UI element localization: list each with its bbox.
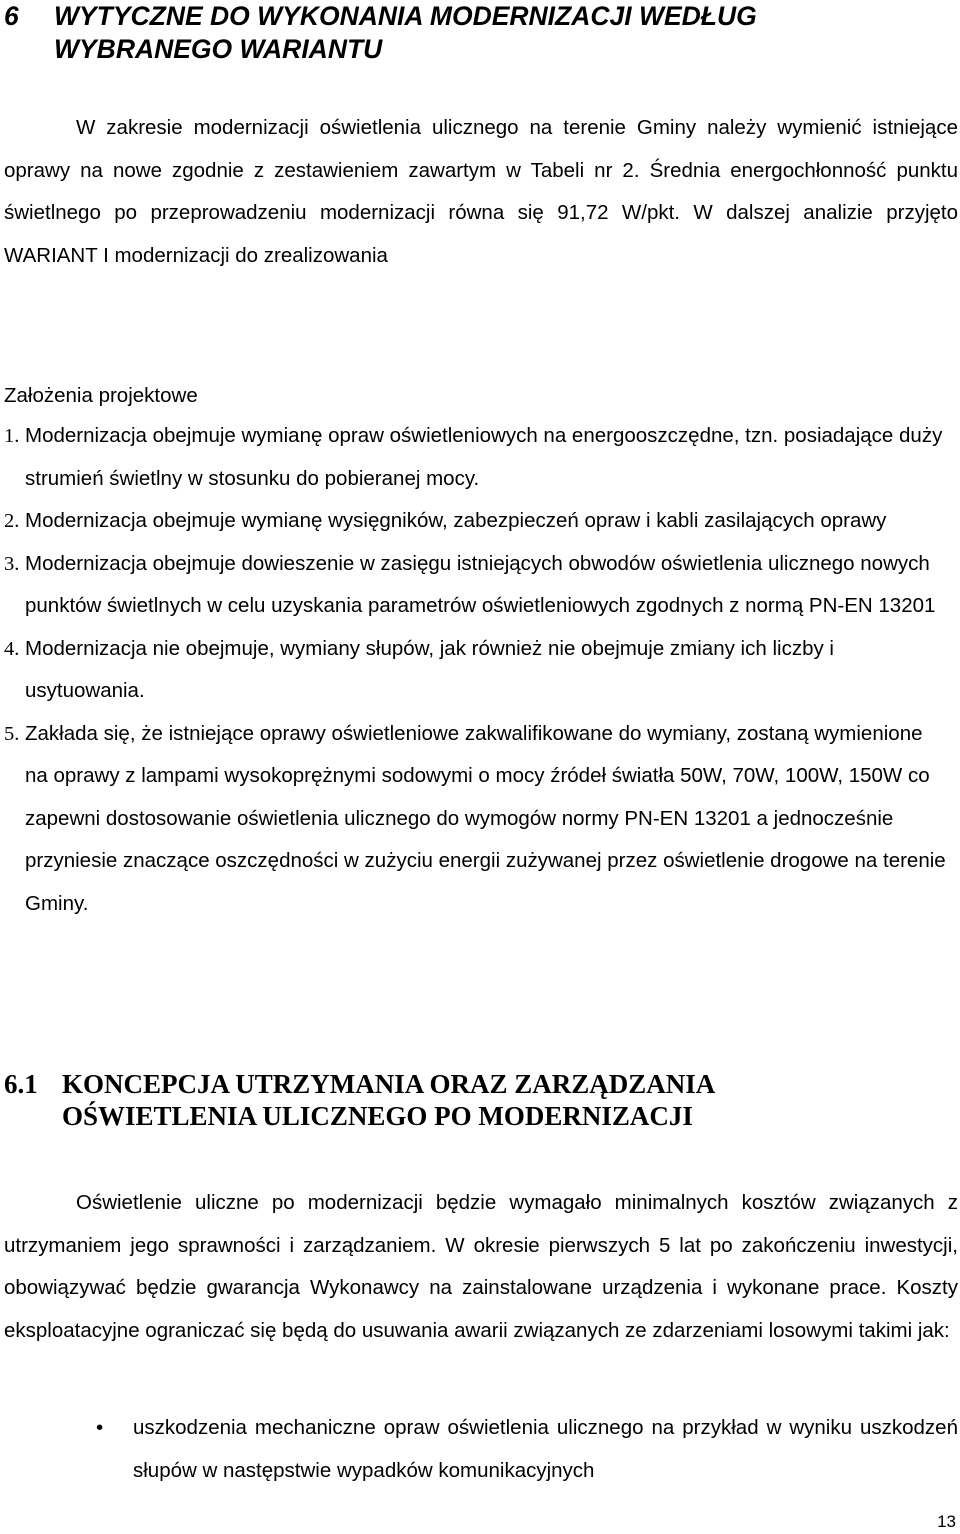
list-item (0, 415, 950, 500)
list-item (0, 543, 950, 628)
list-item-number: 3. (4, 552, 20, 575)
bullet-icon: • (96, 1416, 104, 1439)
list-item-number: 1. (4, 425, 20, 447)
list-item-number: 5. (4, 722, 20, 745)
page-number: 13 (937, 1512, 956, 1531)
assumptions-heading: Założenia projektowe (4, 384, 198, 407)
intro-paragraph: W zakresie modernizacji oświetlenia ulicznego na terenie Gminy należy wymienić istniejące oprawy na nowe zgodnie z zestawieniem zawartym w Tabeli nr 2. Średnia energochłonność punktu świetlnego po przeprowadzeniu modernizacji równa się 91,72 W/pkt. W dalszej analizie przyjęto WARIANT I modernizacji do zrealizowania (4, 116, 958, 267)
list-item-number: 2. (4, 510, 20, 532)
list-item-text: Zakłada się, że istniejące oprawy oświetleniowe zakwalifikowane do wymiany, zostaną wymienione na oprawy z lampami wysokoprężnymi sodowymi o mocy źródeł światła 50W, 70W, 100W, 150W co zapewni dostosowanie oświetlenia ulicznego do wymogów normy PN-EN 13201 a jednocześnie przyniesie znaczące oszczędności w zużyciu energii zużywanej przez oświetlenie drogowe na terenie Gminy. (25, 721, 946, 915)
list-item (0, 1407, 960, 1492)
bullet-list (0, 1407, 960, 1492)
assumptions-list (0, 415, 950, 925)
section-6-1-number: 6.1 (4, 1069, 38, 1099)
section-6-number: 6 (4, 1, 19, 31)
list-item-text: Modernizacja obejmuje wymianę wysięgników, zabezpieczeń opraw i kabli zasilających oprawy (25, 509, 887, 532)
section-6-1-heading (4, 1068, 944, 1132)
section-6-title-line1: WYTYCZNE DO WYKONANIA MODERNIZACJI WEDŁUG (54, 1, 757, 31)
list-item (0, 500, 950, 543)
list-item (0, 713, 950, 926)
list-item-text: Modernizacja nie obejmuje, wymiany słupów, jak również nie obejmuje zmiany ich liczby i usytuowania. (25, 636, 834, 702)
maintenance-paragraph: Oświetlenie uliczne po modernizacji będzie wymagało minimalnych kosztów związanych z utrzymaniem jego sprawności i zarządzaniem. W okresie pierwszych 5 lat po zakończeniu inwestycji, obowiązywać będzie gwarancja Wykonawcy na zainstalowane urządzenia i wykonane prace. Koszty eksploatacyjne ograniczać się będą do usuwania awarii związanych ze zdarzeniami losowymi takimi jak: (4, 1191, 958, 1342)
list-item-number: 4. (4, 637, 20, 660)
section-6-title-line2: WYBRANEGO WARIANTU (54, 34, 383, 64)
section-6-heading (4, 0, 944, 66)
section-6-1-title-line1: KONCEPCJA UTRZYMANIA ORAZ ZARZĄDZANIA (62, 1069, 716, 1099)
list-item-text: Modernizacja obejmuje dowieszenie w zasięgu istniejących obwodów oświetlenia ulicznego nowych punktów świetlnych w celu uzyskania parametrów oświetleniowych zgodnych z normą PN-EN 13201 (25, 551, 936, 617)
section-6-1-title-line2: OŚWIETLENIA ULICZNEGO PO MODERNIZACJI (62, 1101, 693, 1131)
list-item (0, 628, 950, 713)
list-item-text: uszkodzenia mechaniczne opraw oświetlenia ulicznego na przykład w wyniku uszkodzeń słupów w następstwie wypadków komunikacyjnych (133, 1416, 958, 1482)
list-item-text: Modernizacja obejmuje wymianę opraw oświetleniowych na energooszczędne, tzn. posiadające duży strumień świetlny w stosunku do pobieranej mocy. (25, 424, 943, 490)
